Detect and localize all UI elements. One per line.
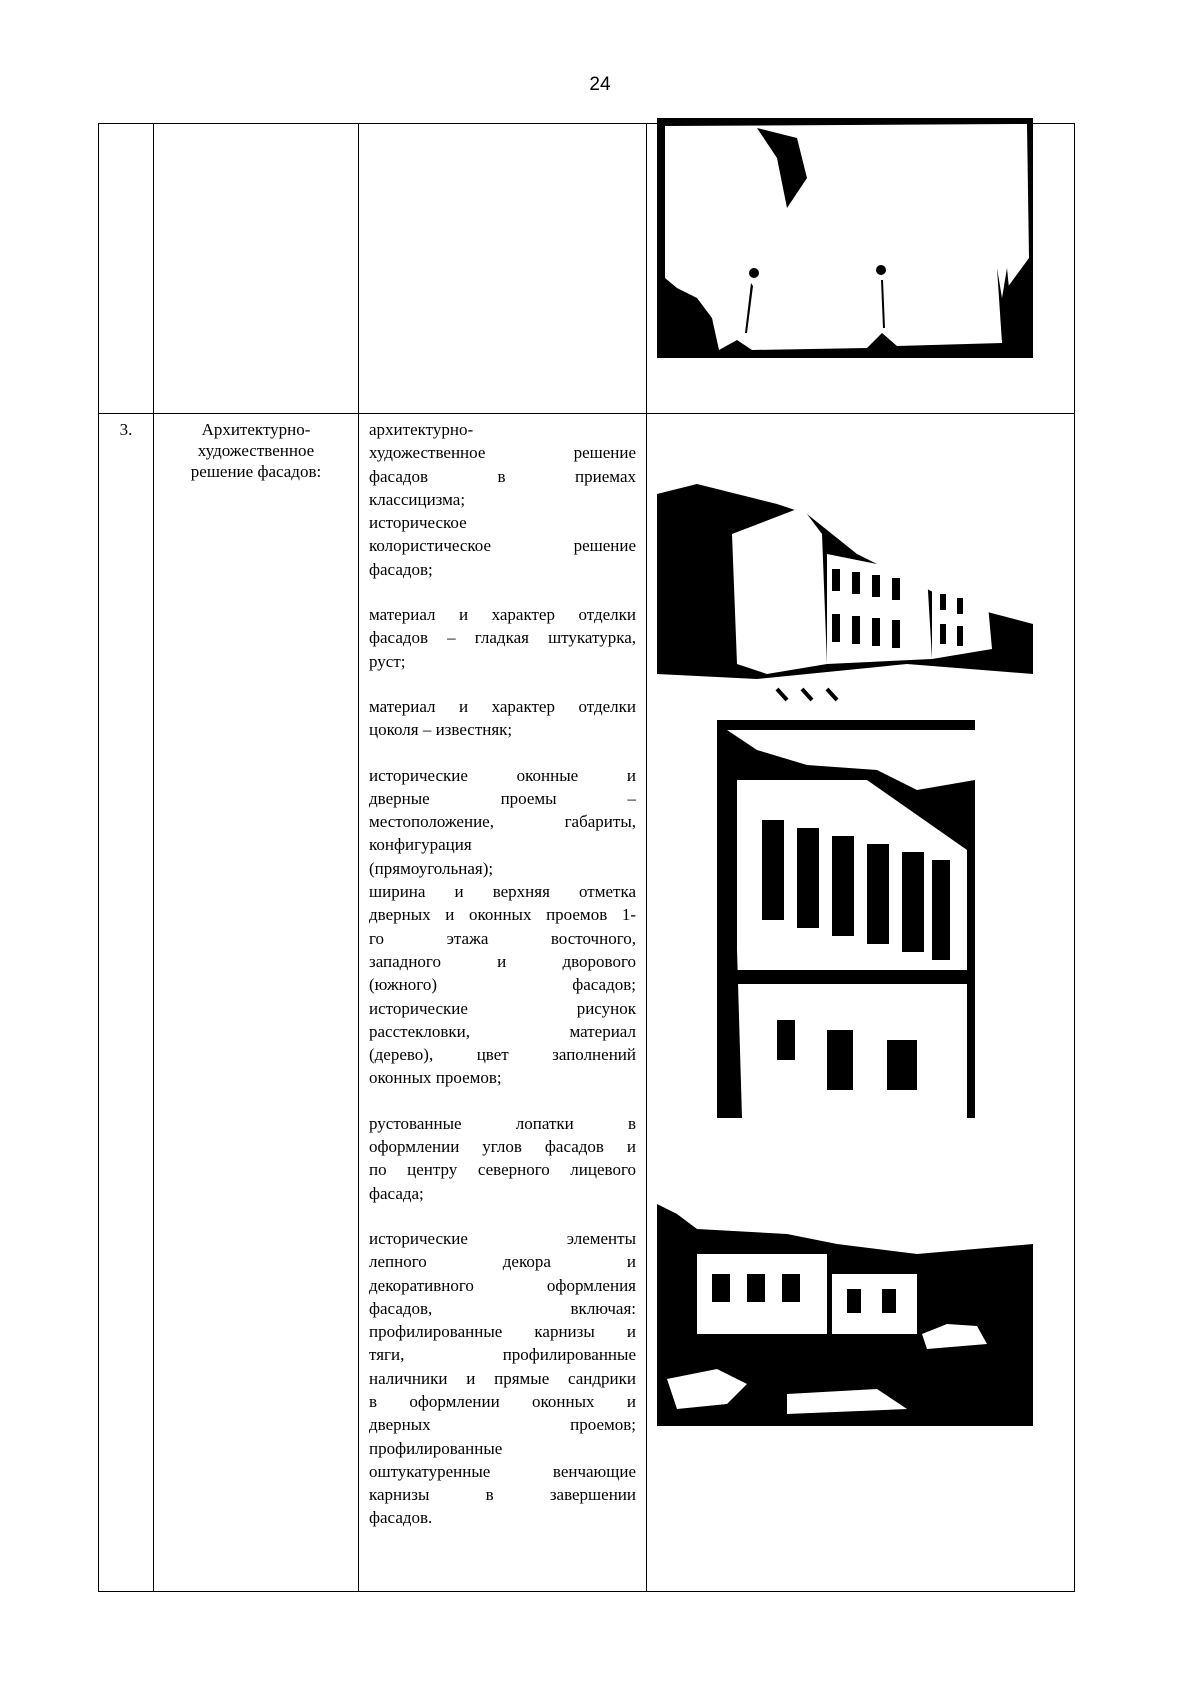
description-line: го этажа восточного, — [369, 928, 636, 948]
description-line: западного и дворового — [369, 951, 636, 971]
cell-description — [359, 124, 647, 414]
description-line: конфигурация — [369, 835, 472, 855]
cell-photos — [647, 124, 1075, 414]
description-line: архитектурно- — [369, 420, 474, 439]
photo-street-view — [657, 1204, 1033, 1426]
description-line: фасадов в приемах — [369, 466, 636, 486]
subject-name-line: решение фасадов: — [190, 462, 322, 481]
description-paragraph — [369, 418, 636, 581]
description-line: материал и характер отделки — [369, 696, 636, 716]
photo-building-corner — [657, 474, 1033, 706]
description-line: рустованные лопатки в — [369, 1113, 636, 1133]
description-line: по центру северного лицевого — [369, 1160, 636, 1180]
description-line: (южного) фасадов; — [369, 975, 636, 995]
row-number: 3. — [99, 414, 154, 1592]
description-paragraph — [369, 1112, 636, 1205]
description-paragraph — [369, 764, 636, 1090]
cell-name — [154, 124, 359, 414]
description-line: фасадов; — [369, 559, 433, 579]
description-paragraphs — [369, 418, 636, 1530]
description-line: художественное решение — [369, 443, 636, 463]
description-line: фасадов, включая: — [369, 1298, 636, 1318]
description-line: тяги, профилированные — [369, 1345, 636, 1365]
monument-subject-table — [98, 123, 1075, 1592]
description-line: наличники и прямые сандрики — [369, 1368, 636, 1388]
description-line: (прямоугольная); — [369, 858, 494, 878]
description-line: лепного декора и — [369, 1252, 636, 1272]
photo-top-window — [657, 118, 1033, 358]
description-line: местоположение, габариты, — [369, 812, 636, 832]
description-line: фасадов – гладкая штукатурка, — [369, 628, 636, 648]
table-row — [99, 124, 1075, 414]
description-line: фасада; — [369, 1183, 424, 1203]
subject-name-line: Архитектурно- — [201, 420, 311, 439]
description-line: руст; — [369, 651, 406, 671]
description-line: профилированные карнизы и — [369, 1322, 636, 1342]
description-line: колористическое решение — [369, 536, 636, 556]
description-line: дверные проемы – — [369, 788, 636, 808]
description-line: фасадов. — [369, 1508, 433, 1528]
description-paragraph — [369, 695, 636, 742]
description-paragraph — [369, 1227, 636, 1530]
photo-facade-closeup — [717, 720, 975, 1118]
subject-description — [359, 414, 647, 1592]
page-number: 24 — [589, 74, 611, 95]
description-line: историческое — [369, 513, 467, 533]
cell-photos — [647, 414, 1075, 1592]
subject-name — [154, 414, 359, 1592]
description-line: дверных и оконных проемов 1- — [369, 905, 636, 925]
description-paragraph — [369, 603, 636, 673]
description-line: оформлении углов фасадов и — [369, 1137, 636, 1157]
description-line: оштукатуренные венчающие — [369, 1461, 636, 1481]
description-line: цоколя – известняк; — [369, 720, 513, 740]
cell-number — [99, 124, 154, 414]
description-line: исторические элементы — [369, 1228, 636, 1248]
table-row — [99, 414, 1075, 1592]
description-line: классицизма; — [369, 489, 466, 509]
description-line: декоративного оформления — [369, 1275, 636, 1295]
description-line: профилированные — [369, 1438, 503, 1458]
description-line: карнизы в завершении — [369, 1485, 636, 1505]
description-line: ширина и верхняя отметка — [369, 882, 636, 902]
description-line: (дерево), цвет заполнений — [369, 1045, 636, 1065]
description-line: дверных проемов; — [369, 1415, 636, 1435]
description-line: материал и характер отделки — [369, 605, 636, 625]
description-line: в оформлении оконных и — [369, 1391, 636, 1411]
description-line: расстекловки, материал — [369, 1021, 636, 1041]
description-line: оконных проемов; — [369, 1068, 502, 1088]
subject-name-line: художественное — [197, 441, 315, 460]
description-line: исторические рисунок — [369, 998, 636, 1018]
description-line: исторические оконные и — [369, 765, 636, 785]
